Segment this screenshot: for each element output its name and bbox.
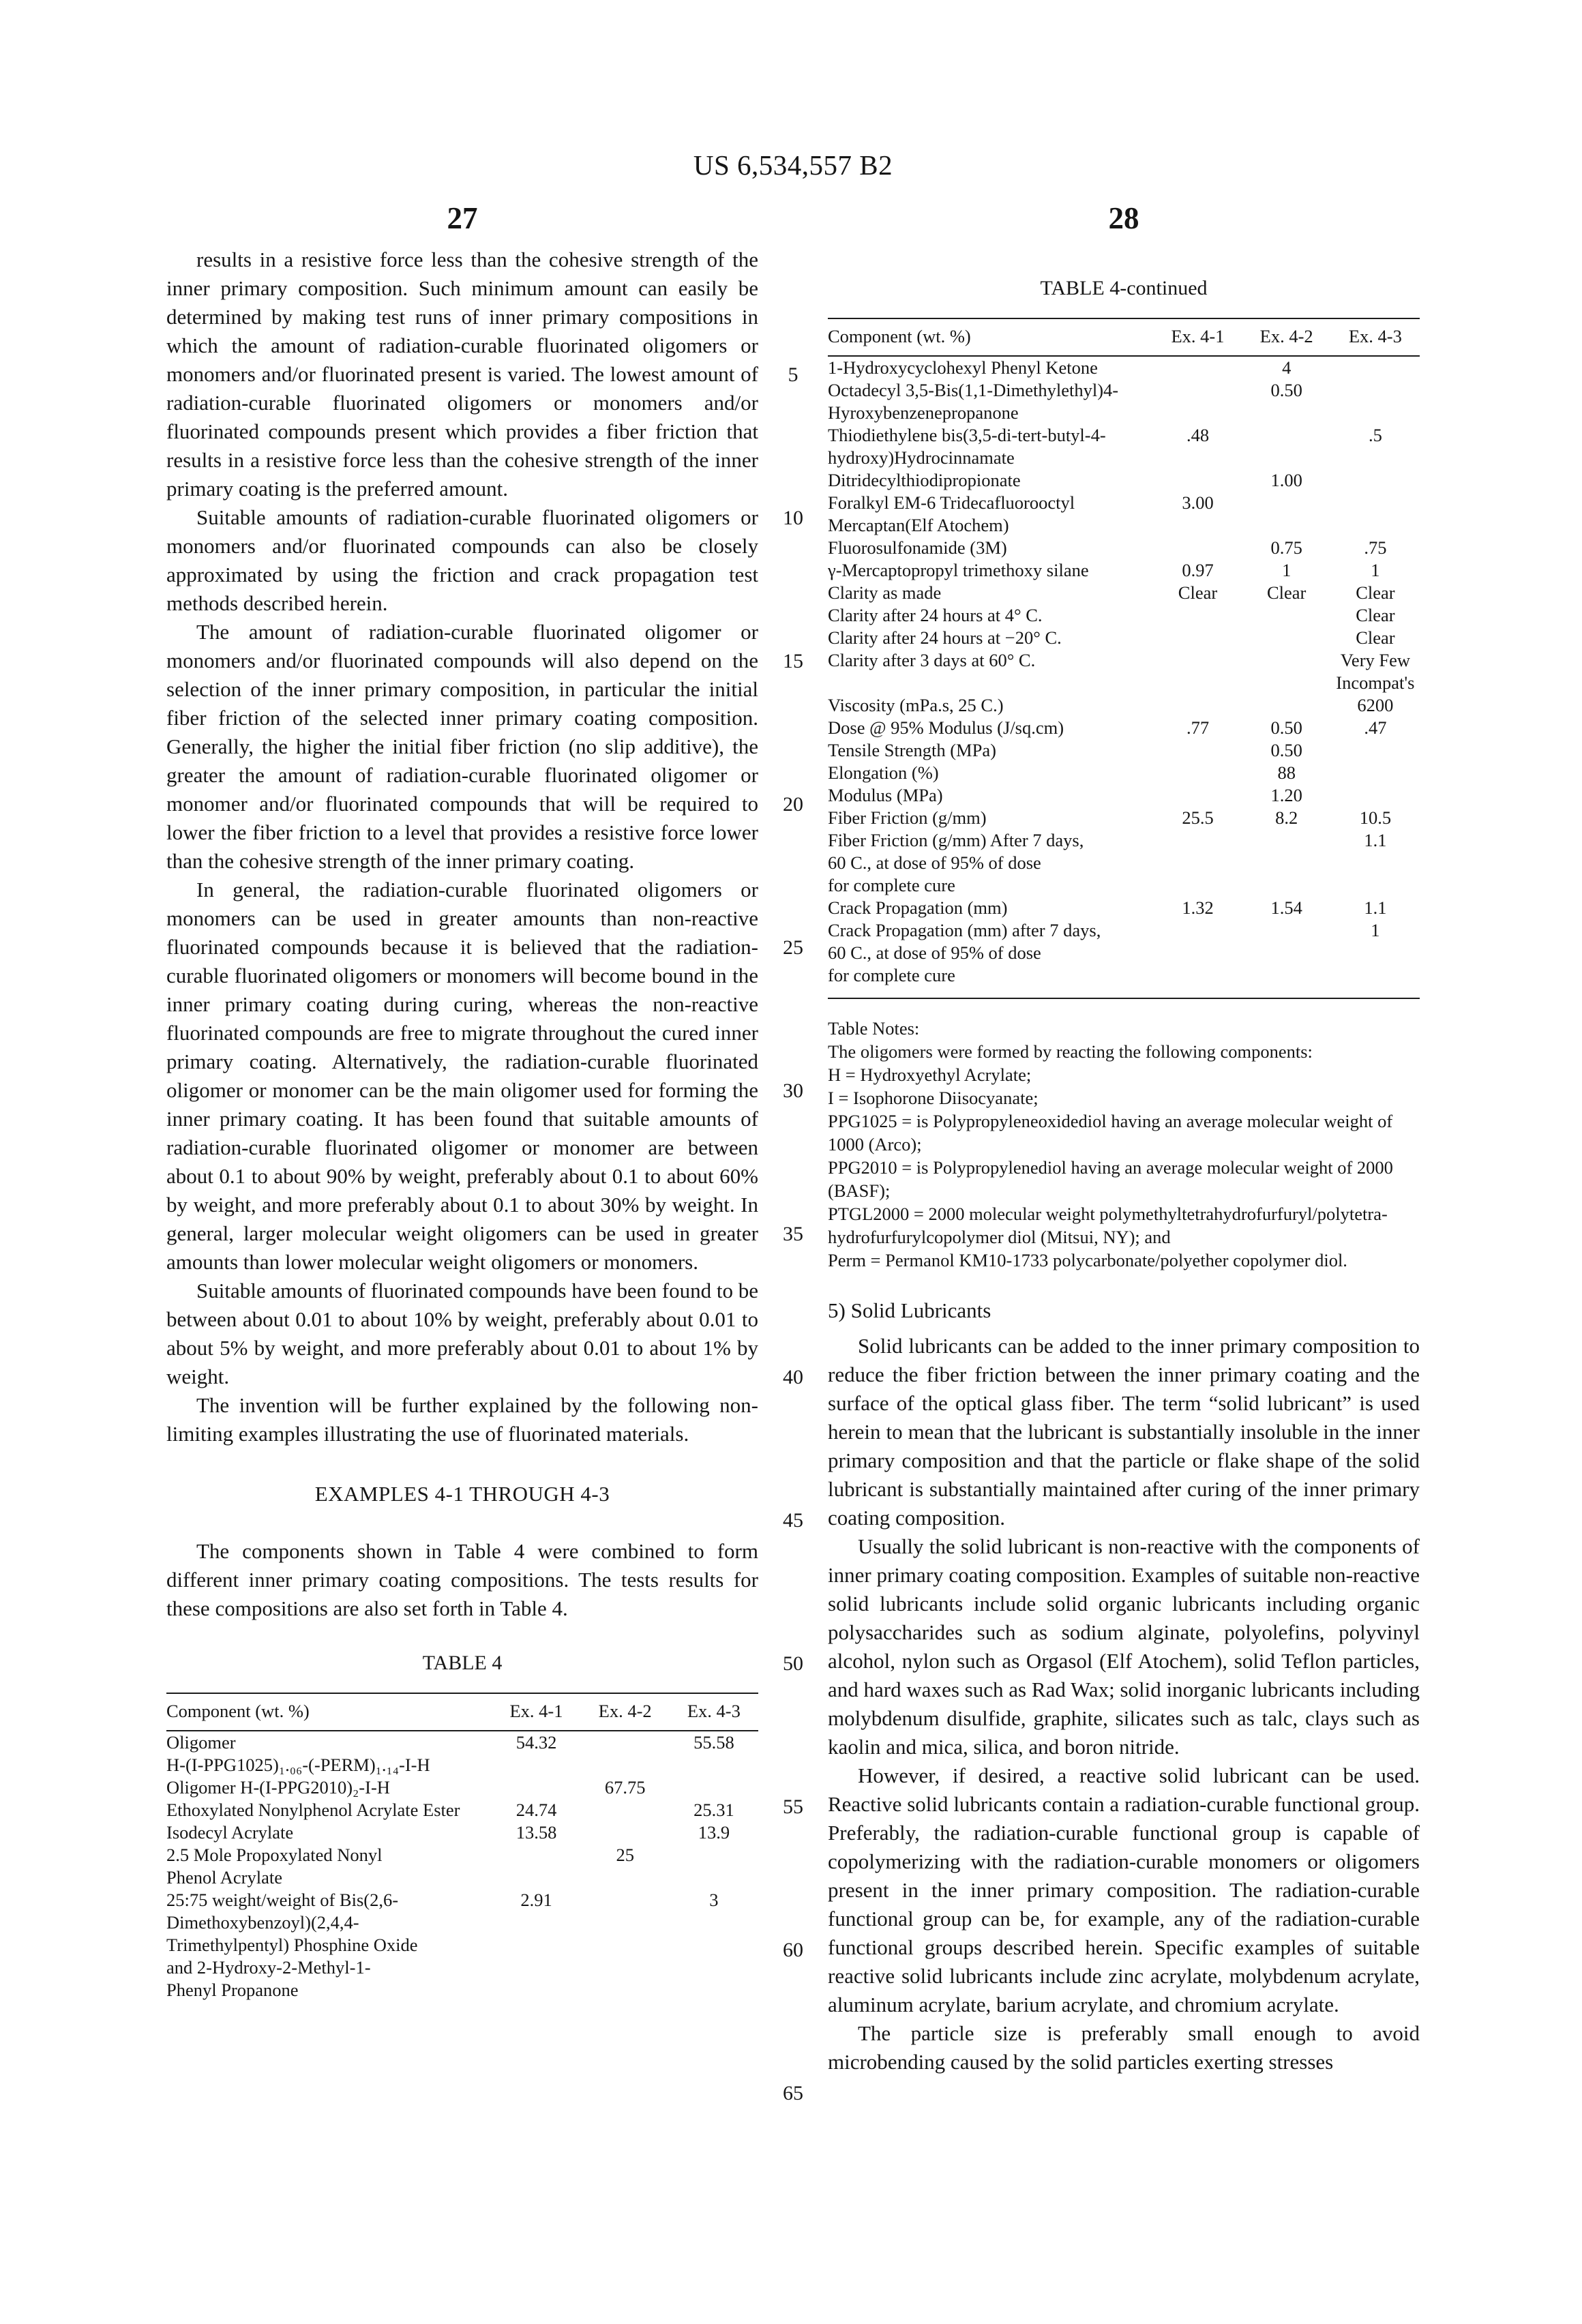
ex-4-3-cell: 13.9 <box>698 1822 730 1843</box>
line-number: 20 <box>783 793 803 816</box>
component-cell: Crack Propagation (mm) after 7 days, 60 C., at dose of 95% of dose for complete cure <box>828 919 1153 998</box>
ex-4-1-cell <box>1153 649 1242 694</box>
ex-4-2-cell: 0.50 <box>1270 380 1302 400</box>
ex-4-3-cell: Clear <box>1356 605 1395 625</box>
component-cell: 2.5 Mole Propoxylated Nonyl Phenol Acrylate <box>166 1845 383 1888</box>
ex-4-3-cell <box>1331 379 1420 424</box>
line-number: 50 <box>783 1652 803 1675</box>
table-row <box>828 627 1420 649</box>
table-4-header <box>166 1693 758 1731</box>
ex-4-1-cell: Clear <box>1178 582 1218 603</box>
ex-4-1-cell <box>1153 379 1242 424</box>
table-row <box>828 807 1420 829</box>
line-number: 45 <box>783 1509 803 1532</box>
ex-4-1-cell <box>1153 694 1242 717</box>
table-note: PTGL2000 = 2000 molecular weight polymethyltetrahydrofurfuryl/polytetra-hydrofurfurylcopolymer diol (Mitsui, NY); and <box>828 1204 1388 1247</box>
component-cell: Fiber Friction (g/mm) After 7 days, 60 C., at dose of 95% of dose for complete cure <box>828 830 1084 895</box>
table-row <box>828 829 1420 897</box>
table-4-continued <box>828 318 1420 999</box>
ex-4-3-cell <box>1331 469 1420 492</box>
line-number: 10 <box>783 507 803 529</box>
examples-paragraph: The components shown in Table 4 were combined to form different inner primary coating compositions. The tests results for these compositions are also set forth in Table 4. <box>166 1539 758 1620</box>
table-4-body <box>166 1731 758 2001</box>
ex-4-2-cell: 8.2 <box>1275 807 1298 828</box>
ex-4-1-cell <box>492 1776 580 1799</box>
table-row <box>828 694 1420 717</box>
ex-4-3-cell: 1.1 <box>1364 897 1387 918</box>
ex-4-1-cell: 0.97 <box>1182 560 1214 580</box>
table-row <box>828 559 1420 582</box>
table-4-continued-body <box>828 356 1420 998</box>
table-4-block <box>166 1649 758 2001</box>
component-cell: 1-Hydroxycyclohexyl Phenyl Ketone <box>828 357 1098 378</box>
line-number-gutter <box>758 245 828 2223</box>
table-header-row <box>828 318 1420 356</box>
ex-4-3-cell: Clear <box>1356 627 1395 648</box>
table-row <box>166 1776 758 1799</box>
ex-4-1-cell: 3.00 <box>1182 492 1214 513</box>
component-cell: Tensile Strength (MPa) <box>828 740 996 760</box>
right-body-text <box>828 1332 1420 2076</box>
col-header-ex-4-2: Ex. 4-2 <box>581 1693 670 1731</box>
left-body-text <box>166 245 758 1448</box>
ex-4-1-cell: .77 <box>1186 717 1210 738</box>
table-row <box>166 1889 758 2001</box>
patent-number: US 6,534,557 B2 <box>693 149 893 181</box>
examples-heading: EXAMPLES 4-1 THROUGH 4-3 <box>314 1482 610 1506</box>
ex-4-2-cell: 25 <box>616 1845 634 1865</box>
ex-4-2-cell <box>581 1799 670 1821</box>
ex-4-1-cell <box>1153 604 1242 627</box>
ex-4-1-cell: 1.32 <box>1182 897 1214 918</box>
component-cell: Viscosity (mPa.s, 25 C.) <box>828 695 1004 715</box>
ex-4-2-cell: Clear <box>1266 582 1307 603</box>
ex-4-1-cell: 2.91 <box>520 1890 552 1910</box>
ex-4-2-cell: 1.00 <box>1270 470 1302 490</box>
line-number: 30 <box>783 1079 803 1102</box>
paragraph: Suitable amounts of radiation-curable fluorinated oligomers or monomers and/or fluorinated compounds can also be closely approximated by using the friction and crack propagation test methods described herein. <box>166 505 758 615</box>
column-number-left: 27 <box>447 201 478 235</box>
ex-4-1-cell <box>1153 762 1242 784</box>
table-note: H = Hydroxyethyl Acrylate; <box>828 1064 1032 1085</box>
ex-4-2-cell: 1.54 <box>1270 897 1302 918</box>
paragraph: The particle size is preferably small enough to avoid microbending caused by the solid particles exerting stresses <box>828 2021 1420 2074</box>
ex-4-3-cell: 3 <box>709 1890 719 1910</box>
ex-4-2-cell <box>1242 604 1331 627</box>
table-note: PPG1025 = is Polypropyleneoxidediol having an average molecular weight of 1000 (Arco); <box>828 1111 1393 1154</box>
table-4-continued-header <box>828 318 1420 356</box>
line-number: 25 <box>783 936 803 959</box>
paragraph: Usually the solid lubricant is non-reactive with the components of inner primary coating composition. Examples of suitable non-reactive solid lubricants include solid organic lubricants including organic polysaccharides such as sodium alginate, polyolefins, polyvinyl alcohol, nylon such as Orgasol (Elf Atochem), solid Teflon particles, and hard waxes such as Rad Wax; solid inorganic lubricants including molybdenum disulfide, graphite, silicates such as talc, clays such as kaolin and mica, silica, and boron nitride. <box>828 1534 1420 1759</box>
component-cell: Crack Propagation (mm) <box>828 897 1008 918</box>
section-heading-solid-lubricants: 5) Solid Lubricants <box>828 1298 991 1322</box>
component-cell: Ethoxylated Nonylphenol Acrylate Ester <box>166 1800 460 1820</box>
col-header-ex-4-1: Ex. 4-1 <box>492 1693 580 1731</box>
component-cell: Oligomer H-(I-PPG1025)₁.₀₆-(-PERM)₁.₁₄-I-H <box>166 1732 430 1775</box>
table-row <box>828 492 1420 537</box>
table-row <box>166 1821 758 1844</box>
ex-4-3-cell: 1.1 <box>1364 830 1387 850</box>
component-cell: γ-Mercaptopropyl trimethoxy silane <box>828 560 1089 580</box>
ex-4-2-cell <box>1242 694 1331 717</box>
paragraph: However, if desired, a reactive solid lubricant can be used. Reactive solid lubricants contain a radiation-curable functional group. Preferably, the radiation-curable functional group is capable of copolymerizing with the radiation-curable monomers or oligomers present in the inner primary composition. The radiation-curable functional group can be, for example, any of the radiation-curable functional groups described herein. Specific examples of suitable reactive solid lubricants include zinc acrylate, molybdenum acrylate, aluminum acrylate, barium acrylate, and chromium acrylate. <box>828 1763 1420 2016</box>
component-cell: 25:75 weight/weight of Bis(2,6- Dimethoxybenzoyl)(2,4,4- Trimethylpentyl) Phosphine Oxide and 2-Hydroxy-2-Methyl-1- Phenyl Propanone <box>166 1890 418 2000</box>
paragraph: Solid lubricants can be added to the inner primary composition to reduce the fiber friction between the inner primary coating and the surface of the optical glass fiber. The term “solid lubricant” is used herein to mean that the lubricant is substantially insoluble in the inner primary composition and that the particle or flake shape of the solid lubricant is substantially maintained after curing of the inner primary coating composition. <box>828 1334 1420 1530</box>
ex-4-3-cell: .5 <box>1368 425 1382 445</box>
component-cell: Foralkyl EM-6 Tridecafluorooctyl Mercaptan(Elf Atochem) <box>828 492 1075 535</box>
ex-4-3-cell: 6200 <box>1357 695 1394 715</box>
table-row <box>828 717 1420 739</box>
table-row <box>828 582 1420 604</box>
component-cell: Octadecyl 3,5-Bis(1,1-Dimethylethyl)4- Hyroxybenzenepropanone <box>828 380 1119 423</box>
component-cell: Modulus (MPa) <box>828 785 943 805</box>
table-4-title: TABLE 4 <box>422 1652 503 1674</box>
component-cell: Ditridecylthiodipropionate <box>828 470 1021 490</box>
col-header-component: Component (wt. %) <box>828 318 1153 356</box>
ex-4-1-cell: .48 <box>1186 425 1210 445</box>
ex-4-3-cell <box>1331 492 1420 537</box>
ex-4-3-cell <box>1331 784 1420 807</box>
table-row <box>166 1731 758 1776</box>
component-cell: Clarity after 24 hours at 4° C. <box>828 605 1043 625</box>
ex-4-3-cell: 1 <box>1331 919 1420 998</box>
component-cell: Thiodiethylene bis(3,5-di-tert-butyl-4- hydroxy)Hydrocinnamate <box>828 425 1106 468</box>
table-notes <box>828 1017 1420 1272</box>
table-row <box>828 469 1420 492</box>
ex-4-3-cell: Clear <box>1356 582 1395 603</box>
ex-4-3-cell: 1 <box>1371 560 1380 580</box>
table-4 <box>166 1693 758 2001</box>
table-row <box>828 379 1420 424</box>
ex-4-1-cell <box>1153 739 1242 762</box>
component-cell: Clarity after 24 hours at −20° C. <box>828 627 1062 648</box>
table-notes-label: Table Notes: <box>828 1018 920 1039</box>
ex-4-1-cell <box>1153 356 1242 379</box>
table-4-continued-block <box>828 274 1420 1272</box>
table-row <box>828 739 1420 762</box>
column-number-spacer <box>758 200 828 236</box>
ex-4-2-cell <box>1242 492 1331 537</box>
line-number: 40 <box>783 1366 803 1388</box>
line-number: 35 <box>783 1223 803 1245</box>
ex-4-1-cell: 25.5 <box>1182 807 1214 828</box>
ex-4-2-cell: 0.50 <box>1270 740 1302 760</box>
ex-4-3-cell: 10.5 <box>1359 807 1392 828</box>
ex-4-2-cell <box>581 1731 670 1776</box>
component-cell: Clarity after 3 days at 60° C. <box>828 650 1036 670</box>
table-4-continued-title: TABLE 4-continued <box>1040 277 1208 299</box>
ex-4-3-cell <box>1331 762 1420 784</box>
paragraph: The amount of radiation-curable fluorinated oligomer or monomers and/or fluorinated compounds will also depend on the selection of the inner primary composition, in particular the initial fiber friction of the selected inner primary coating composition. Generally, the higher the initial fiber friction (no slip additive), the greater the amount of radiation-curable fluorinated oligomer or monomer and/or fluorinated compounds that will be required to lower the fiber friction to a level that provides a resistive force lower than the cohesive strength of the inner primary coating. <box>166 620 758 873</box>
table-row <box>828 604 1420 627</box>
table-note: The oligomers were formed by reacting the following components: <box>828 1041 1313 1062</box>
table-row <box>828 424 1420 469</box>
table-row <box>828 356 1420 379</box>
column-number-right: 28 <box>1108 201 1139 235</box>
ex-4-2-cell <box>1242 919 1331 998</box>
component-cell: Isodecyl Acrylate <box>166 1822 294 1843</box>
ex-4-1-cell <box>1153 919 1242 998</box>
table-row <box>828 649 1420 694</box>
component-cell: Fiber Friction (g/mm) <box>828 807 987 828</box>
table-row <box>828 537 1420 559</box>
col-header-ex-4-2: Ex. 4-2 <box>1242 318 1331 356</box>
table-header-row <box>166 1693 758 1731</box>
component-cell: Fluorosulfonamide (3M) <box>828 537 1007 558</box>
ex-4-2-cell: 0.50 <box>1270 717 1302 738</box>
col-header-ex-4-3: Ex. 4-3 <box>670 1693 758 1731</box>
paragraph: results in a resistive force less than the cohesive strength of the inner primary composition. Such minimum amount can easily be determined by making test runs of inner primary compositions in which the amount of radiation-curable fluorinated oligomers or monomers and/or fluorinated present is varied. The lowest amount of radiation-curable fluorinated oligomers or monomers and/or fluorinated compounds present which provides a fiber friction that results in a resistive force less than the cohesive strength of the inner primary coating is the preferred amount. <box>166 248 758 501</box>
ex-4-2-cell <box>1242 627 1331 649</box>
ex-4-2-cell: 67.75 <box>604 1777 646 1798</box>
table-row <box>828 784 1420 807</box>
ex-4-3-cell: .47 <box>1364 717 1387 738</box>
ex-4-3-cell <box>670 1844 758 1889</box>
paragraph: In general, the radiation-curable fluorinated oligomers or monomers can be used in greater amounts than non-reactive fluorinated compounds because it is believed that the radiation-curable fluorinated oligomers or monomers will become bound in the inner primary coating during curing, whereas the non-reactive fluorinated compounds are free to migrate throughout the cured inner primary coating. Alternatively, the radiation-curable fluorinated oligomer or monomer can be the main oligomer used for forming the inner primary coating. It has been found that suitable amounts of radiation-curable fluorinated oligomer or monomer are between about 0.1 to about 90% by weight, preferably about 0.1 to about 60% by weight, and more preferably about 0.1 to about 30% by weight. In general, larger molecular weight oligomers can be used in greater amounts than lower molecular weight oligomers or monomers. <box>166 878 758 1274</box>
ex-4-2-cell <box>1242 829 1331 897</box>
ex-4-1-cell <box>1153 537 1242 559</box>
ex-4-2-cell: 0.75 <box>1270 537 1302 558</box>
ex-4-1-cell <box>1153 784 1242 807</box>
ex-4-2-cell: 4 <box>1282 357 1292 378</box>
table-note: PPG2010 = is Polypropylenediol having an average molecular weight of 2000 (BASF); <box>828 1157 1393 1201</box>
page-body <box>166 245 1420 2223</box>
table-note: Perm = Permanol KM10-1733 polycarbonate/polyether copolymer diol. <box>828 1250 1347 1270</box>
ex-4-2-cell <box>1242 649 1331 694</box>
ex-4-1-cell: 54.32 <box>516 1732 557 1753</box>
ex-4-1-cell: 24.74 <box>516 1800 557 1820</box>
ex-4-1-cell <box>1153 469 1242 492</box>
line-number: 55 <box>783 1796 803 1818</box>
ex-4-1-cell <box>492 1844 580 1889</box>
component-cell: Clarity as made <box>828 582 942 603</box>
ex-4-2-cell: 88 <box>1277 762 1296 783</box>
ex-4-3-cell: .75 <box>1364 537 1387 558</box>
col-header-component: Component (wt. %) <box>166 1693 492 1731</box>
table-row <box>828 897 1420 919</box>
column-number-row <box>166 200 1420 236</box>
component-cell: Dose @ 95% Modulus (J/sq.cm) <box>828 717 1064 738</box>
line-number: 5 <box>788 363 799 386</box>
ex-4-2-cell <box>581 1889 670 2001</box>
component-cell: Elongation (%) <box>828 762 939 783</box>
paragraph: The invention will be further explained by the following non-limiting examples illustrating the use of fluorinated materials. <box>166 1393 758 1446</box>
ex-4-2-cell: 1.20 <box>1270 785 1302 805</box>
ex-4-2-cell <box>581 1821 670 1844</box>
ex-4-3-cell: Very Few Incompat's <box>1336 650 1415 693</box>
ex-4-3-cell <box>1331 739 1420 762</box>
table-row <box>166 1799 758 1821</box>
line-number: 65 <box>783 2082 803 2104</box>
ex-4-2-cell <box>1242 424 1331 469</box>
ex-4-2-cell: 1 <box>1282 560 1292 580</box>
left-column <box>166 245 758 2223</box>
ex-4-3-cell <box>1331 356 1420 379</box>
line-number: 15 <box>783 650 803 672</box>
col-header-ex-4-1: Ex. 4-1 <box>1153 318 1242 356</box>
paragraph: Suitable amounts of fluorinated compounds have been found to be between about 0.01 to about 10% by weight, preferably about 0.01 to about 5% by weight, and more preferably about 0.01 to about 1% by weight. <box>166 1279 758 1388</box>
ex-4-1-cell <box>1153 627 1242 649</box>
line-number: 60 <box>783 1939 803 1961</box>
ex-4-3-cell <box>670 1776 758 1799</box>
right-column <box>828 245 1420 2223</box>
table-note: I = Isophorone Diisocyanate; <box>828 1088 1039 1108</box>
ex-4-3-cell: 55.58 <box>693 1732 734 1753</box>
table-row <box>166 1844 758 1889</box>
ex-4-1-cell: 13.58 <box>516 1822 557 1843</box>
component-cell: Oligomer H-(I-PPG2010)₂-I-H <box>166 1777 390 1798</box>
ex-4-1-cell <box>1153 829 1242 897</box>
ex-4-3-cell: 25.31 <box>693 1800 734 1820</box>
table-row <box>828 919 1420 998</box>
col-header-ex-4-3: Ex. 4-3 <box>1331 318 1420 356</box>
table-row <box>828 762 1420 784</box>
